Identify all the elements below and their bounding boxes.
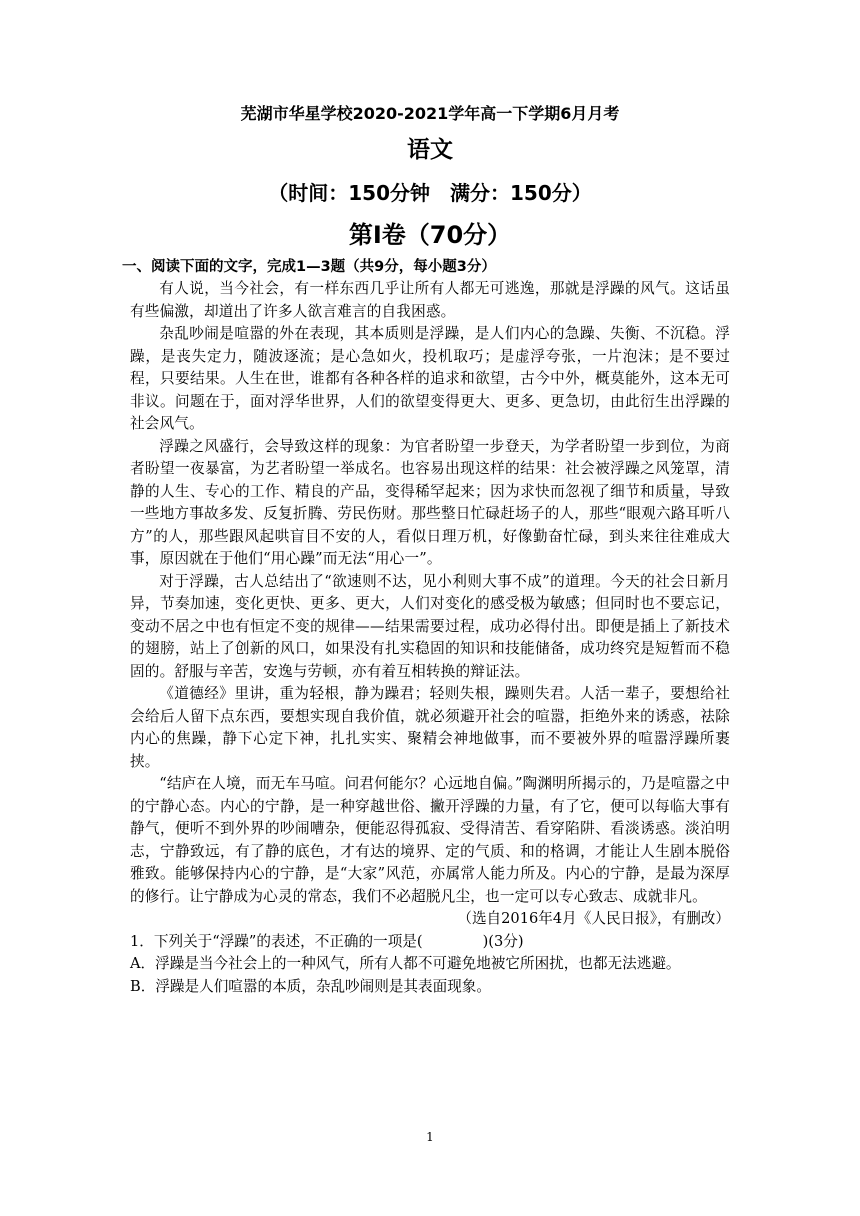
exam-time-score: （时间：150分钟 满分：150分） — [268, 181, 592, 205]
page-content — [122, 100, 730, 998]
passage-paragraph: 《道德经》里讲，重为轻根，静为躁君；轻则失根，躁则失君。人活一辈子，要想给社会给后人留下点东西，要想实现自我价值，就必须避开社会的喧嚣，拒绝外来的诱惑，祛除内心的焦躁，静下心定下神，扎扎实实、聚精会神地做事，而不要被外界的喧嚣浮躁所裹挟。 — [130, 685, 730, 770]
question-1-stem — [130, 931, 730, 954]
page-number: 1 — [426, 1130, 434, 1144]
passage-paragraph: “结庐在人境，而无车马喧。问君何能尔？心远地自偏。”陶渊明所揭示的，乃是喧嚣之中的宁静心态。内心的宁静，是一种穿越世俗、撇开浮躁的力量，有了它，便可以每临大事有静气，便听不到外界的吵闹嘈杂，便能忍得孤寂、受得清苦、看穿陷阱、看淡诱惑。淡泊明志，宁静致远，有了静的底色，才有达的境界、定的气质、和的格调，才能让人生剧本脱俗雅致。能够保持内心的宁静，是“大家”风范，亦属常人能力所及。内心的宁静，是最为深厚的修行。让宁静成为心灵的常态，我们不必超脱凡尘，也一定可以专心致志、成就非凡。 — [130, 775, 730, 905]
question-1-option-a: A．浮躁是当今社会上的一种风气，所有人都不可避免地被它所困扰，也都无法逃避。 — [130, 955, 681, 972]
school-exam-title: 芜湖市华星学校2020-2021学年高一下学期6月月考 — [240, 104, 620, 123]
passage-paragraph: 有人说，当今社会，有一样东西几乎让所有人都无可逃逸，那就是浮躁的风气。这话虽有些偏激，却道出了许多人欲言难言的自我困惑。 — [130, 280, 730, 320]
passage-source: （选自2016年4月《人民日报》，有删改） — [457, 910, 730, 927]
passage-paragraph: 浮躁之风盛行，会导致这样的现象：为官者盼望一步登天，为学者盼望一步到位，为商者盼望一夜暴富，为艺者盼望一举成名。也容易出现这样的结果：社会被浮躁之风笼罩，清静的人生、专心的工作、精良的产品，变得稀罕起来；因为求快而忽视了细节和质量，导致一些地方事故多发、反复折腾、劳民伤财。那些整日忙碌赶场子的人，那些“眼观六路耳听八方”的人，那些跟风起哄盲目不安的人，看似日理万机，好像勤奋忙碌，到头来往往难成大事，原因就在于他们“用心躁”而无法“用心一”。 — [130, 437, 730, 567]
passage-paragraph: 杂乱吵闹是喧嚣的外在表现，其本质则是浮躁，是人们内心的急躁、失衡、不沉稳。浮躁，是丧失定力，随波逐流；是心急如火，投机取巧；是虚浮夸张，一片泡沫；是不要过程，只要结果。人生在世，谁都有各种各样的追求和欲望，古今中外，概莫能外，这本无可非议。问题在于，面对浮华世界，人们的欲望变得更大、更多、更急切，由此衍生出浮躁的社会风气。 — [130, 325, 730, 432]
passage-paragraph: 对于浮躁，古人总结出了“欲速则不达，见小利则大事不成”的道理。今天的社会日新月异，节奏加速，变化更快、更多、更大，人们对变化的感受极为敏感；但同时也不要忘记，变动不居之中也有恒定不变的规律——结果需要过程，成功必得付出。即便是插上了新技术的翅膀，站上了创新的风口，如果没有扎实稳固的知识和技能储备，成功终究是短暂而不稳固的。舒服与辛苦，安逸与劳顿，亦有着互相转换的辩证法。 — [130, 572, 730, 680]
subject-title: 语文 — [407, 137, 453, 163]
part-title: 第Ⅰ卷（70分） — [348, 221, 512, 249]
section-heading: 一、阅读下面的文字，完成1—3题（共9分，每小题3分） — [122, 259, 496, 275]
question-1-stem-after: )(3分) — [482, 932, 524, 950]
question-1-option-b: B．浮躁是人们喧嚣的本质，杂乱吵闹则是其表面现象。 — [130, 977, 491, 995]
question-1-stem-before: 1．下列关于“浮躁”的表述，不正确的一项是( — [130, 932, 423, 950]
